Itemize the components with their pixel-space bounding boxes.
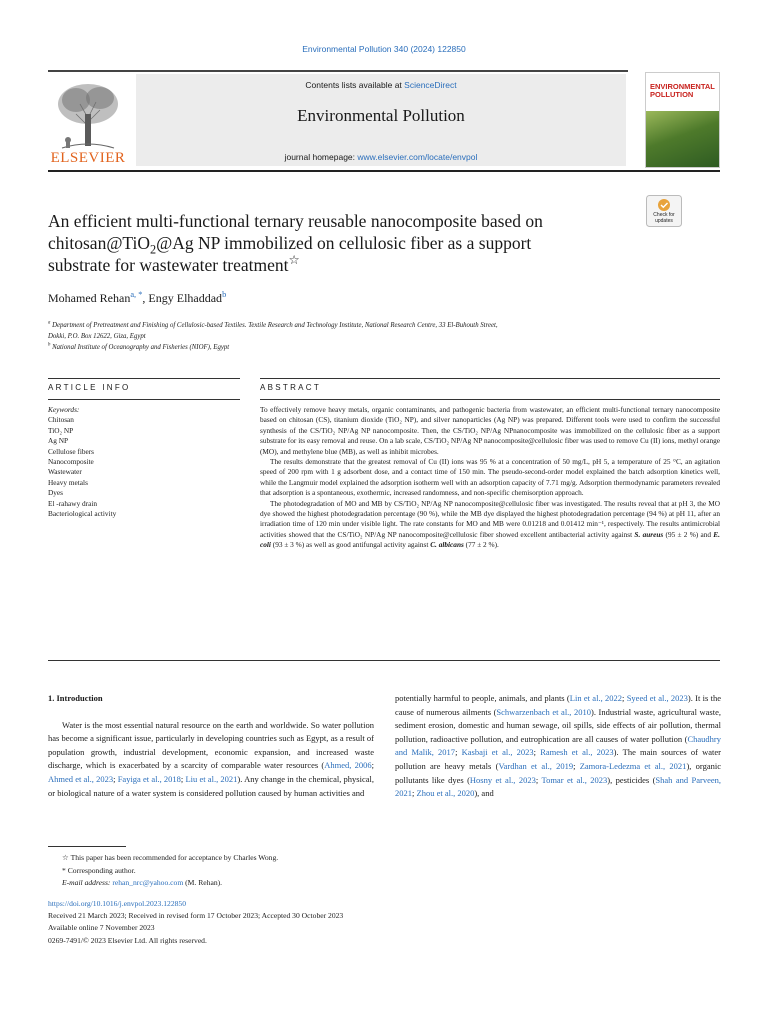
footnote-star-icon: ☆ <box>62 853 69 862</box>
keyword-item: Dyes <box>48 488 63 498</box>
intro-paragraph-continued: potentially harmful to people, animals, and plants (Lin et al., 2022; Syeed et al., 2023). It is the cause of numerous ailments (Schwarzenbach et al., 2010). Industrial waste, agricultural waste, sediment erosion, domestic and human sewage, oil spills, side effects of air pollution, thermal pollution, radioactive pollution, and eutrophication are all causes of water pollution (Chaudhry and Malik, 2017; Kasbaji et al., 2023; Ramesh et al., 2023). The main sources of water pollution are heavy metals (Vardhan et al., 2019; Zamora-Ledezma et al., 2021), organic pollutants like dyes (Hosny et al., 2023; Tomar et al., 2023), pesticides (Shah and Parveen, 2021; Zhou et al., 2020), and <box>395 693 722 799</box>
keyword-item: Nanocomposite <box>48 457 94 467</box>
copyright-line: 0269-7491/© 2023 Elsevier Ltd. All rights reserved. <box>48 935 207 945</box>
available-online-date: Available online 7 November 2023 <box>48 923 155 933</box>
citation-link[interactable]: Zamora-Ledezma et al., 2021 <box>579 760 687 771</box>
keyword-item: Bacteriological activity <box>48 509 117 519</box>
header-bottom-rule <box>48 170 720 172</box>
homepage-line: journal homepage: www.elsevier.com/locate/envpol <box>284 152 478 162</box>
citation-link[interactable]: Ahmed et al., 2023 <box>48 773 114 784</box>
publication-info <box>48 898 548 947</box>
citation-link[interactable]: Kasbaji et al., 2023 <box>461 747 534 758</box>
body-column-right <box>395 692 721 801</box>
footnote-star: ☆ This paper has been recommended for acceptance by Charles Wong. <box>62 853 279 862</box>
received-dates: Received 21 March 2023; Received in revised form 17 October 2023; Accepted 30 October 2023 <box>48 911 344 921</box>
cover-title: ENVIRONMENTAL POLLUTION <box>650 82 715 99</box>
affiliations: $^a$ Department of Pretreatment and Finishing of Cellulosic-based Textiles. Textile Research and Technology Institute, National Research Centre, 33 El-Buhouth Street, Dokki, P.O. Box 12622, Giza, Egypt $^b$ National Institute of Oceanography and Fisheries (NIOF), Egypt <box>48 320 498 351</box>
citation-link[interactable]: Ramesh et al., 2023 <box>540 747 614 758</box>
abstract-rule <box>260 378 720 379</box>
abstract-bottom-rule <box>48 660 720 661</box>
article-title: An efficient multi-functional ternary reusable nanocomposite based on chitosan@TiO$_2$@Ag NP immobilized on cellulosic fiber as a support substrate for wastewater treatment☆ <box>48 211 543 275</box>
citation-link[interactable]: Fayiga et al., 2018 <box>117 773 181 784</box>
author-name[interactable]: Mohamed Rehan <box>48 291 131 305</box>
elsevier-wordmark: ELSEVIER <box>50 150 126 166</box>
footnote-email: E-mail address: rehan_nrc@yahoo.com (M. Rehan). <box>62 878 223 887</box>
citation-link[interactable]: Lin et al., 2022 <box>569 693 623 703</box>
citation-link[interactable]: Hosny et al., 2023 <box>469 774 536 785</box>
homepage-link[interactable]: www.elsevier.com/locate/envpol <box>357 152 478 162</box>
keyword-item: Ag NP <box>48 436 69 446</box>
keywords-list <box>48 405 238 519</box>
abstract-rule-2 <box>260 399 720 400</box>
intro-paragraph: Water is the most essential natural resource on the earth and worldwide. So water pollution has become a significant issue, particularly in developing countries such as Egypt, as a result of population growth, industrial development, economic expansion, and increased waste discharge, which is exacerbated by a scarcity of comparable water resources (Ahmed, 2006; Ahmed et al., 2023; Fayiga et al., 2018; Liu et al., 2021). Any change in the chemical, physical, or biological nature of a water system is considered pollution caused by human activities and <box>48 719 374 798</box>
section-heading: 1. Introduction <box>48 693 103 703</box>
keyword-item: El -rahawy drain <box>48 498 98 508</box>
author-list: Mohamed Rehan$^{a, *}$, Engy Elhaddad$^b$ <box>48 290 227 305</box>
abstract-paragraph: The photodegradation of MO and MB by CS/TiO₂ NP/Ag NP nanocomposite@cellulosic fiber was investigated. The results reveal that at pH 3, the MO dye showed the highest photodegradation percentage (90 %), while the MB dye displayed the highest photodegradation percentage (94 %) at pH 11, after an irradiation time of 120 min under visible light. The rate constants for MO and MB were 0.01218 and 0.01412 min⁻¹, respectively. The results antimicrobial activities showed that the CS/TiO₂ NP/Ag NP nanocomposite@cellulosic fiber showed excellent antibacterial activity against S. aureus (95 ± 2 %) and E. coli (93 ± 3 %) as well as good antifungal activity against C. albicans (77 ± 2 %). <box>260 498 720 550</box>
keyword-item: Heavy metals <box>48 477 88 487</box>
cover-image <box>646 111 719 167</box>
citation-link[interactable]: Liu et al., 2021 <box>185 773 238 784</box>
email-link[interactable]: rehan_nrc@yahoo.com <box>112 878 184 887</box>
keyword-item: Chitosan <box>48 415 74 425</box>
citation-link[interactable]: Vardhan et al., 2019 <box>498 760 574 771</box>
abstract-paragraph: To effectively remove heavy metals, organic contaminants, and pathogenic bacteria from wastewater, an efficient multi-functional ternary nanocomposite based on chitosan (CS), titanium dioxide (TiO₂ NP), and silver nanoparticles (Ag NP) was prepared. Different tools were used to confirm the successful synthesis of the CS/TiO₂ NP/Ag NP nanocomposite. Then, the CS/TiO₂ NP/Ag NPnanocomposite was immobilized on the cellulosic fiber as a support substrate for its easy removal and reuse. On a lab scale, CS/TiO₂ NP/Ag NP nanocomposite@cellulosic fiber was used to remove Cu (II) ions, methyl orange (MO), and methylene blue (MB), as well as inhibit microbes. <box>260 405 720 456</box>
journal-name: Environmental Pollution <box>297 106 465 125</box>
journal-reference[interactable]: Environmental Pollution 340 (2024) 122850 <box>302 44 466 54</box>
check-for-updates-label[interactable]: Check for updates <box>653 212 675 224</box>
keyword-item: TiO₂ NP <box>48 425 74 435</box>
citation-link[interactable]: Zhou et al., 2020 <box>416 788 475 799</box>
contents-line: Contents lists available at ScienceDirect <box>305 80 457 90</box>
citation-link[interactable]: Tomar et al., 2023 <box>541 774 608 785</box>
footnote-rule <box>48 846 126 847</box>
article-info-rule-2 <box>48 399 240 400</box>
keywords-title: Keywords: <box>48 405 80 414</box>
article-info-heading: ARTICLE INFO <box>48 383 131 392</box>
doi-link[interactable]: https://doi.org/10.1016/j.envpol.2023.122850 <box>48 899 187 908</box>
citation-link[interactable]: Schwarzenbach et al., 2010 <box>496 706 592 717</box>
author-affiliation-mark[interactable]: a, * <box>130 290 143 299</box>
keyword-item: Wastewater <box>48 467 82 477</box>
abstract-paragraph: The results demonstrate that the greatest removal of Cu (II) ions was 95 % at a concentration of 50 mg/L, pH 5, a temperature of 25 °C, an agitation speed of 200 rpm with 1 g adsorbent dose, and a contact time of 150 min. The pseudo-second-order model explained the batch adsorption kinetics well, while the Langmuir model explained the adsorption isotherm well with an adsorption capacity of 7.71 mg/g. Adsorption thermodynamic parameters revealed that adsorption is a spontaneous, exothermic, increased randomness, and non-specific chemisorption approach. <box>260 457 720 498</box>
abstract-text <box>260 405 720 551</box>
footnotes <box>48 852 448 890</box>
citation-link[interactable]: Syeed et al., 2023 <box>626 693 688 703</box>
footnote-corresponding: * Corresponding author. <box>62 865 136 875</box>
header-top-rule <box>48 70 628 72</box>
citation-link[interactable]: Shah and Parveen, 2021 <box>395 774 721 799</box>
citation-link[interactable]: Ahmed, 2006 <box>324 760 372 771</box>
abstract-heading: ABSTRACT <box>260 383 322 392</box>
author-affiliation-mark[interactable]: b <box>222 290 227 299</box>
author-name[interactable]: Engy Elhaddad <box>148 291 223 305</box>
journal-cover-thumbnail[interactable] <box>645 72 720 168</box>
body-column-left <box>48 692 374 800</box>
sciencedirect-link[interactable]: ScienceDirect <box>404 80 457 90</box>
article-info-rule <box>48 378 240 379</box>
citation-link[interactable]: Chaudhry and Malik, 2017 <box>395 733 721 758</box>
title-footnote-star-icon[interactable]: ☆ <box>288 253 300 268</box>
keyword-item: Cellulose fibers <box>48 446 95 456</box>
